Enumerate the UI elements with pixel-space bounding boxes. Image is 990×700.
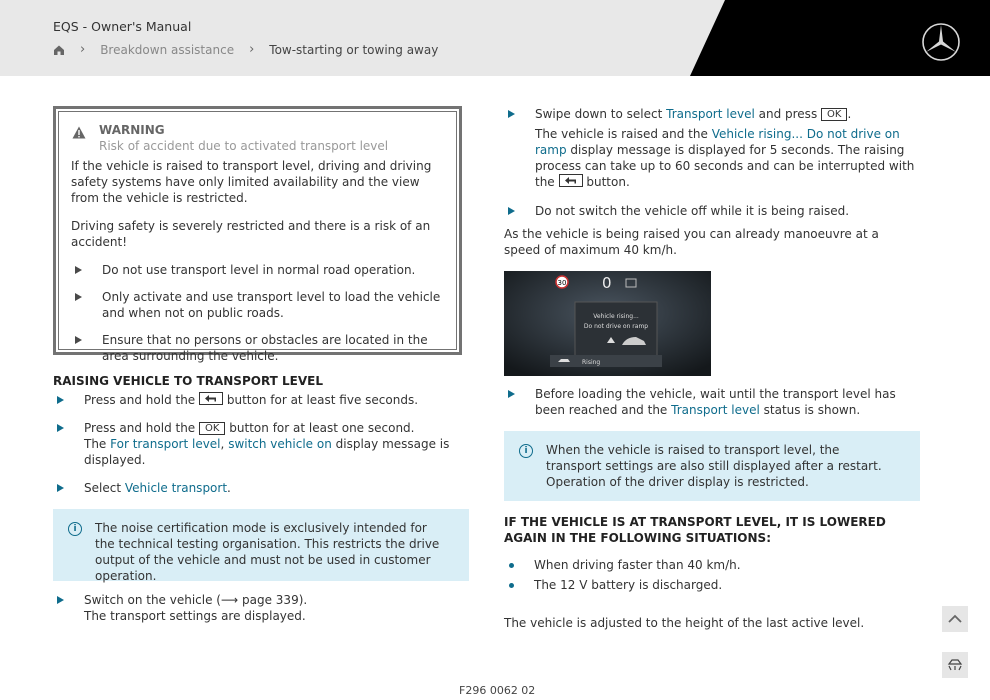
back-button-icon xyxy=(199,392,223,405)
speed-readout: 0 xyxy=(602,274,612,292)
step-arrow-icon xyxy=(57,396,64,404)
car-lift-icon xyxy=(942,652,968,678)
status-link: Transport level xyxy=(671,403,760,417)
list-item: Only activate and use transport level to load the vehicle and when not on public roads. xyxy=(71,289,446,321)
home-icon[interactable] xyxy=(53,44,65,56)
list-item: Do not use transport level in normal road operation. xyxy=(71,262,446,278)
display-message-link: switch vehicle on xyxy=(228,437,332,451)
driver-display-image xyxy=(504,271,711,376)
chevron-up-icon xyxy=(942,606,968,632)
step-item: Select Vehicle transport. xyxy=(53,480,473,496)
screen-message: Vehicle rising... xyxy=(593,313,639,320)
ok-key: OK xyxy=(199,422,225,435)
display-message-link: For transport level xyxy=(110,437,221,451)
list-item: Ensure that no persons or obstacles are located in the area surrounding the vehicle. xyxy=(71,332,446,364)
section-heading: RAISING VEHICLE TO TRANSPORT LEVEL xyxy=(53,374,323,388)
info-box xyxy=(53,509,469,581)
bullet-arrow-icon xyxy=(75,266,82,274)
screen-message: Do not drive on ramp xyxy=(583,323,649,330)
chevron-right-icon: › xyxy=(249,42,255,57)
step-item: Switch on the vehicle (⟶ page 339). The transport settings are displayed. xyxy=(53,592,473,624)
info-text: The noise certification mode is exclusively intended for the technical testing organisation. This restricts the drive output of the vehicle and must not be used in customer operation. xyxy=(95,521,440,583)
menu-item-link: Transport level xyxy=(666,107,755,121)
step-item: Do not switch the vehicle off while it is being raised. xyxy=(504,203,924,219)
section-heading: IF THE VEHICLE IS AT TRANSPORT LEVEL, IT IS LOWERED AGAIN IN THE FOLLOWING SITUATIONS: xyxy=(504,515,886,545)
menu-item-link: Vehicle transport xyxy=(124,481,228,495)
step-item: Swipe down to select Transport level and press OK . The vehicle is raised and the Vehicle rising... Do not drive on ramp display message is displayed for 5 seconds. The raising process can take up to 60 seconds and can be interrupted with the button. xyxy=(504,106,924,190)
list-item: When driving faster than 40 km/h. xyxy=(504,557,924,573)
display-message-link: Vehicle rising... Do not drive on ramp xyxy=(535,127,900,157)
step-item: Press and hold the OK button for at least one second. The For transport level, switch vehicle on display message is displayed. xyxy=(53,420,473,468)
warning-text: If the vehicle is raised to transport level, driving and driving safety systems have only limited availability and the view from the vehicle is restricted. xyxy=(71,159,432,205)
info-text: When the vehicle is raised to transport level, the transport settings are also still displayed after a restart. Operation of the driver display is restricted. xyxy=(546,443,882,489)
step-item: Before loading the vehicle, wait until the transport level has been reached and the Transport level status is shown. xyxy=(504,386,924,418)
info-box xyxy=(504,431,920,501)
step-arrow-icon xyxy=(57,596,64,604)
step-arrow-icon xyxy=(508,110,515,118)
scroll-to-top-button[interactable] xyxy=(942,606,968,632)
breadcrumb xyxy=(53,42,438,57)
step-arrow-icon xyxy=(57,424,64,432)
step-item: Press and hold the button for at least five seconds. xyxy=(53,392,473,408)
info-icon: i xyxy=(68,522,82,536)
bullet-arrow-icon xyxy=(75,336,82,344)
chevron-right-icon: › xyxy=(80,42,86,57)
step-arrow-icon xyxy=(508,207,515,215)
breadcrumb-current: Tow-starting or towing away xyxy=(269,42,439,57)
warning-triangle-icon xyxy=(72,126,86,139)
step-arrow-icon xyxy=(57,484,64,492)
info-icon: i xyxy=(519,444,533,458)
paragraph: The vehicle is adjusted to the height of the last active level. xyxy=(504,616,865,630)
ok-key: OK xyxy=(821,108,847,121)
warning-subtitle: Risk of accident due to activated transport level xyxy=(99,139,389,153)
screen-status: Rising xyxy=(582,359,601,366)
breadcrumb-link[interactable]: Breakdown assistance xyxy=(100,42,235,57)
bullet-arrow-icon xyxy=(75,293,82,301)
warning-text: Driving safety is severely restricted and there is a risk of an accident! xyxy=(71,219,431,249)
app-title: EQS - Owner's Manual xyxy=(53,19,192,34)
paragraph: As the vehicle is being raised you can already manoeuvre at a speed of maximum 40 km/h. xyxy=(504,227,879,257)
vehicle-button[interactable] xyxy=(942,652,968,678)
mercedes-star-logo xyxy=(921,22,961,62)
warning-title: WARNING xyxy=(99,123,165,137)
list-item: The 12 V battery is discharged. xyxy=(504,577,924,593)
figure-code: F296 0062 02 xyxy=(459,684,536,697)
speed-limit-sign: 30 xyxy=(557,279,567,287)
back-button-icon xyxy=(559,174,583,187)
warning-box xyxy=(53,106,462,363)
step-arrow-icon xyxy=(508,390,515,398)
